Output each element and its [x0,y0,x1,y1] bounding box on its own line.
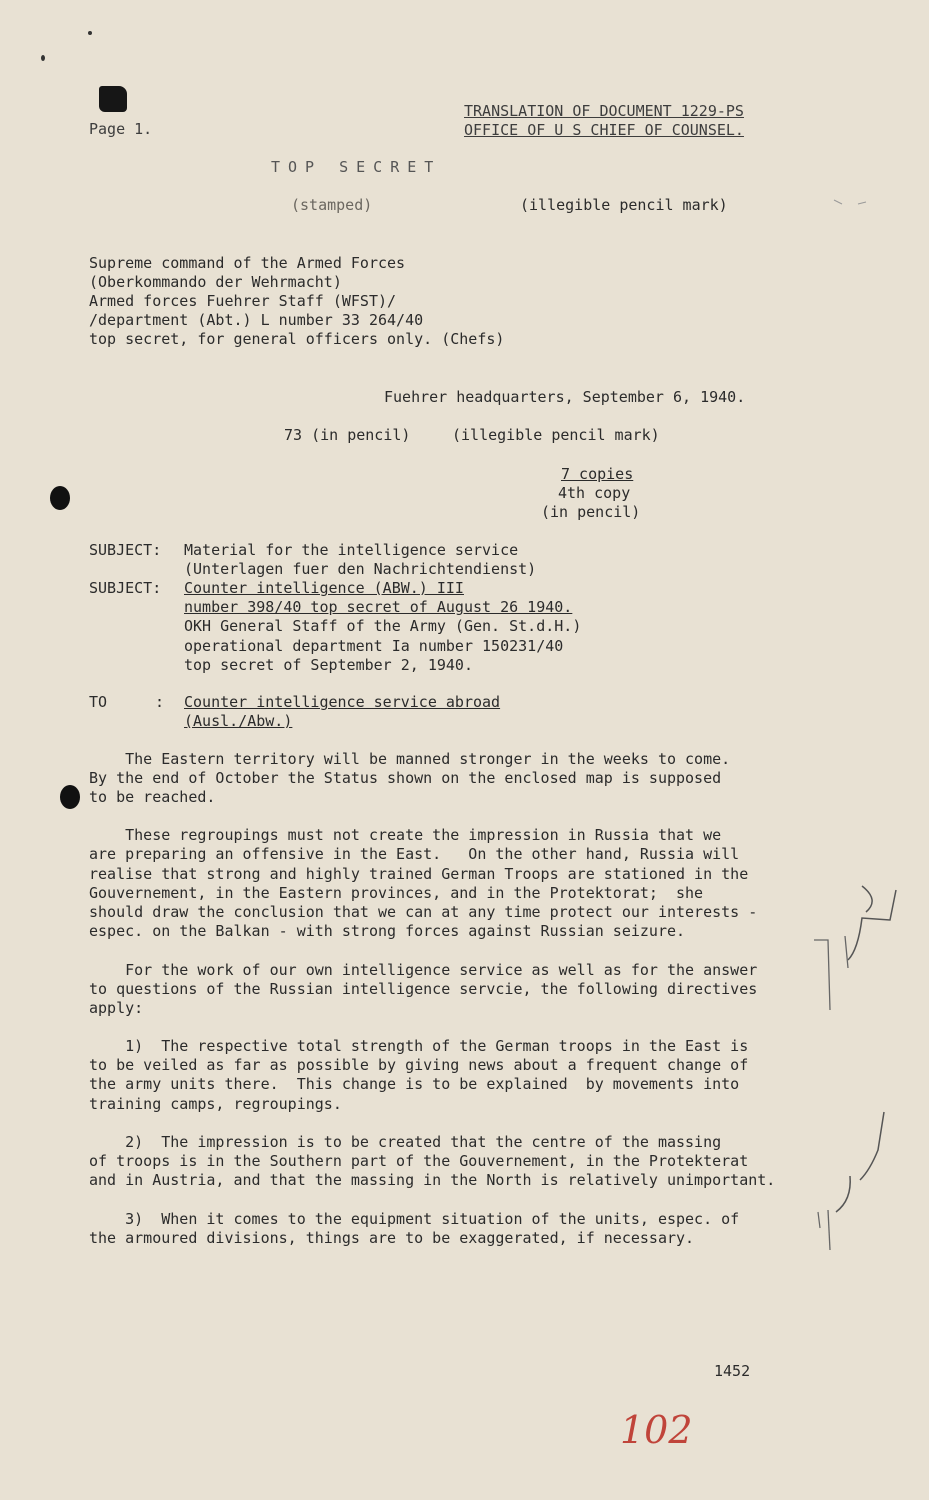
p6-line-2: the armoured divisions, things are to be exaggerated, if necessary. [89,1229,695,1247]
p4-line-4: training camps, regroupings. [89,1095,342,1113]
p2-line-6: espec. on the Balkan - with strong forces against Russian seizure. [89,922,686,940]
p6-line-1: 3) When it comes to the equipment situation of the units, espec. of [89,1210,740,1228]
p2-line-3: realise that strong and highly trained German Troops are stationed in the [89,865,749,883]
top-secret-title: TOP SECRET [271,158,442,176]
p3-line-2: to questions of the Russian intelligence servcie, the following directives [89,980,758,998]
sender-line-3: Armed forces Fuehrer Staff (WFST)/ [89,292,397,310]
document-number: 1452 [714,1362,751,1380]
p1-line-1: The Eastern territory will be manned stronger in the weeks to come. [89,750,731,768]
p2-line-2: are preparing an offensive in the East. On the other hand, Russia will [89,845,740,863]
sender-line-4: /department (Abt.) L number 33 264/40 [89,311,424,329]
subject-label-2: SUBJECT: [89,579,162,597]
to-colon: : [155,693,165,711]
subject-1-line-2: (Unterlagen fuer den Nachrichtendienst) [184,560,537,578]
p5-line-3: and in Austria, and that the massing in the North is relatively unimportant. [89,1171,776,1189]
to-label: TO [89,693,108,711]
page-label: Page 1. [89,120,153,138]
office-line: OFFICE OF U S CHIEF OF COUNSEL. [464,121,744,139]
subject-2-line-5: top secret of September 2, 1940. [184,656,473,674]
sender-line-5: top secret, for general officers only. (Chefs) [89,330,505,348]
pencil-number: 73 (in pencil) [284,426,411,444]
p2-line-1: These regroupings must not create the impression in Russia that we [89,826,722,844]
p1-line-2: By the end of October the Status shown on the enclosed map is supposed [89,769,722,787]
p4-line-2: to be veiled as far as possible by giving news about a frequent change of [89,1056,749,1074]
subject-label-1: SUBJECT: [89,541,162,559]
handwritten-number: 102 [620,1408,693,1452]
sender-line-1: Supreme command of the Armed Forces [89,254,406,272]
subject-2-line-4: operational department Ia number 150231/40 [184,637,564,655]
p5-line-2: of troops is in the Southern part of the Gouvernement, in the Protekterat [89,1152,749,1170]
pencil-mark-note: (illegible pencil mark) [520,196,728,214]
subject-2-line-2: number 398/40 top secret of August 26 1940. [184,598,573,616]
p1-line-3: to be reached. [89,788,216,806]
pencil-mark-2: (illegible pencil mark) [452,426,660,444]
place-date: Fuehrer headquarters, September 6, 1940. [384,388,746,406]
copy-number: 4th copy [558,484,631,502]
p4-line-1: 1) The respective total strength of the German troops in the East is [89,1037,749,1055]
subject-2-line-1: Counter intelligence (ABW.) III [184,579,464,597]
subject-2-line-3: OKH General Staff of the Army (Gen. St.d.H.) [184,617,582,635]
p2-line-5: should draw the conclusion that we can at any time protect our interests - [89,903,758,921]
p3-line-1: For the work of our own intelligence service as well as for the answer [89,961,758,979]
subject-1-line-1: Material for the intelligence service [184,541,519,559]
p5-line-1: 2) The impression is to be created that the centre of the massing [89,1133,722,1151]
p2-line-4: Gouvernement, in the Eastern provinces, and in the Protektorat; she [89,884,704,902]
sender-line-2: (Oberkommando der Wehrmacht) [89,273,342,291]
translation-line: TRANSLATION OF DOCUMENT 1229-PS [464,102,744,120]
p4-line-3: the army units there. This change is to be explained by movements into [89,1075,740,1093]
stamped-note: (stamped) [291,196,373,214]
to-line-2: (Ausl./Abw.) [184,712,293,730]
copies-count: 7 copies [561,465,634,483]
to-line-1: Counter intelligence service abroad [184,693,501,711]
p3-line-3: apply: [89,999,144,1017]
copies-note: (in pencil) [541,503,641,521]
